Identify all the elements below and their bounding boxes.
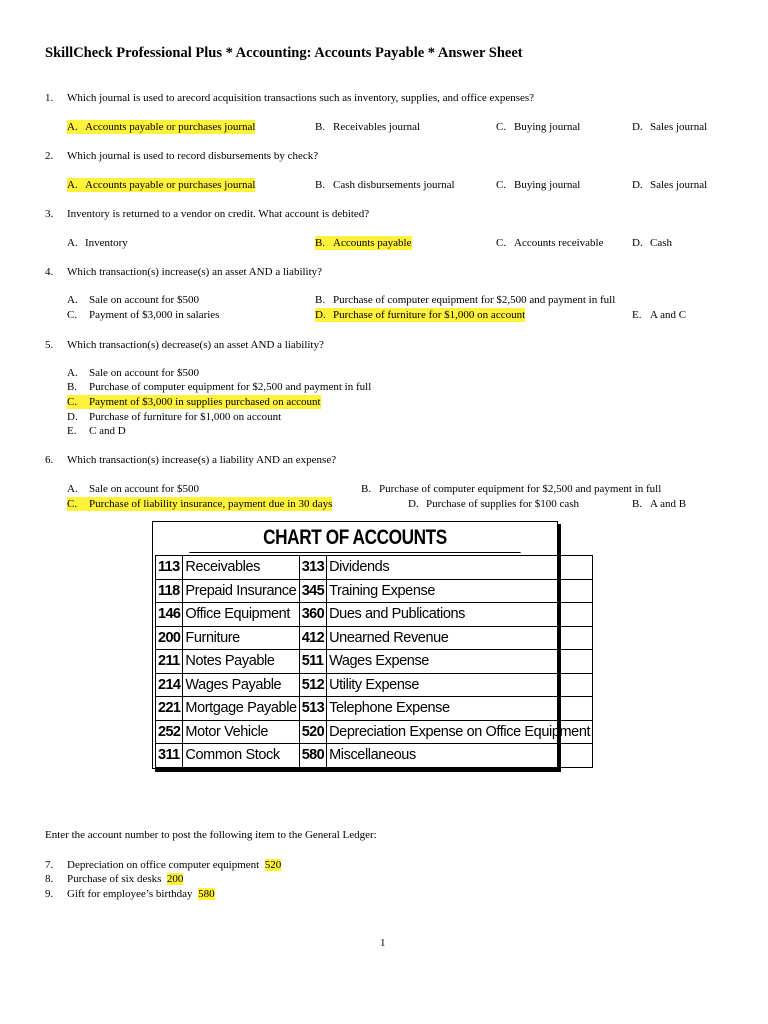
answer-option-correct: A. Accounts payable or purchases journal [67,121,256,133]
account-number: 146 [156,603,183,627]
account-name: Training Expense [327,579,593,603]
answer-option: B. Receivables journal [315,121,421,133]
document-title: SkillCheck Professional Plus * Accounting: Accounts Payable * Answer Sheet [45,45,523,61]
answer-option: B. Purchase of computer equipment for $2,500 and payment in full [67,381,372,393]
answer-option: D. Purchase of furniture for $1,000 on account [67,411,282,423]
answer-option: E. A and C [632,309,687,321]
account-number: 580 [299,744,326,768]
account-name: Utility Expense [327,673,593,697]
account-name: Office Equipment [183,603,299,627]
answer-option-correct: B. Accounts payable [315,237,412,249]
account-number: 520 [299,720,326,744]
page-number: 1 [380,937,386,949]
account-number: 360 [299,603,326,627]
account-number: 211 [156,650,183,674]
item-number: 8. [45,873,54,885]
question-text: Which journal is used to arecord acquisition transactions such as inventory, supplies, and office expenses? [67,92,535,104]
question-number: 4. [45,266,54,278]
posting-answer: 580 [198,888,215,900]
account-number: 200 [156,626,183,650]
account-number: 118 [156,579,183,603]
answer-option: D. Sales journal [632,121,708,133]
account-number: 313 [299,556,326,580]
account-name: Miscellaneous [327,744,593,768]
answer-option: D. Purchase of supplies for $100 cash [408,498,580,510]
answer-option: D. Sales journal [632,179,708,191]
account-name: Wages Payable [183,673,299,697]
question-text: Which journal is used to record disbursements by check? [67,150,319,162]
table-row [156,697,593,721]
posting-answer: 520 [264,859,282,871]
account-number: 214 [156,673,183,697]
answer-option-correct: A. Accounts payable or purchases journal [67,179,256,191]
answer-option: A. Sale on account for $500 [67,367,199,379]
table-row [156,579,593,603]
account-number: 412 [299,626,326,650]
account-number: 513 [299,697,326,721]
answer-option: A. Sale on account for $500 [67,294,199,306]
answer-option-correct: C. Payment of $3,000 in supplies purchased on account [67,396,321,408]
account-name: Notes Payable [183,650,299,674]
account-number: 345 [299,579,326,603]
answer-option: B. A and B [632,498,687,510]
question-text: Inventory is returned to a vendor on credit. What account is debited? [67,208,370,220]
posting-item: Gift for employee’s birthday 580 [67,888,215,900]
table-row [156,556,593,580]
answer-option: C. Buying journal [496,121,581,133]
item-number: 9. [45,888,54,900]
account-name: Receivables [183,556,299,580]
chart-of-accounts-title: CHART OF ACCOUNTS [189,522,520,553]
account-name: Mortgage Payable [183,697,299,721]
answer-option: B. Cash disbursements journal [315,179,455,191]
answer-option: C. Payment of $3,000 in salaries [67,309,220,321]
account-name: Prepaid Insurance [183,579,299,603]
question-number: 6. [45,454,54,466]
question-number: 5. [45,339,54,351]
account-name: Motor Vehicle [183,720,299,744]
answer-option: A. Sale on account for $500 [67,483,199,495]
table-row [156,744,593,768]
answer-option-correct: D. Purchase of furniture for $1,000 on account [315,309,526,321]
account-name: Furniture [183,626,299,650]
account-name: Telephone Expense [327,697,593,721]
chart-of-accounts-table [155,555,593,768]
account-number: 252 [156,720,183,744]
account-name: Common Stock [183,744,299,768]
answer-option: A. Inventory [67,237,128,249]
question-number: 3. [45,208,54,220]
account-name: Wages Expense [327,650,593,674]
posting-item: Depreciation on office computer equipment 520 [67,859,282,871]
posting-item: Purchase of six desks 200 [67,873,184,885]
question-number: 1. [45,92,54,104]
account-number: 512 [299,673,326,697]
answer-option: B. Purchase of computer equipment for $2,500 and payment in full [361,483,662,495]
account-name: Dividends [327,556,593,580]
table-row [156,673,593,697]
account-number: 311 [156,744,183,768]
posting-answer: 200 [166,873,184,885]
question-text: Which transaction(s) increase(s) an asset AND a liability? [67,266,323,278]
answer-option: C. Buying journal [496,179,581,191]
question-text: Which transaction(s) decrease(s) an asset AND a liability? [67,339,324,351]
account-number: 221 [156,697,183,721]
answer-option: D. Cash [632,237,672,249]
table-row [156,626,593,650]
answer-option: E. C and D [67,425,126,437]
question-number: 2. [45,150,54,162]
account-number: 113 [156,556,183,580]
answer-option: C. Accounts receivable [496,237,604,249]
account-name: Unearned Revenue [327,626,593,650]
item-number: 7. [45,859,54,871]
account-name: Depreciation Expense on Office Equipment [327,720,593,744]
answer-option-correct: C. Purchase of liability insurance, payment due in 30 days [67,498,333,510]
question-text: Which transaction(s) increase(s) a liability AND an expense? [67,454,337,466]
table-row [156,650,593,674]
table-row [156,720,593,744]
posting-instruction: Enter the account number to post the following item to the General Ledger: [45,829,377,841]
table-row [156,603,593,627]
account-number: 511 [299,650,326,674]
account-name: Dues and Publications [327,603,593,627]
answer-option: B. Purchase of computer equipment for $2,500 and payment in full [315,294,616,306]
chart-of-accounts [152,521,591,769]
